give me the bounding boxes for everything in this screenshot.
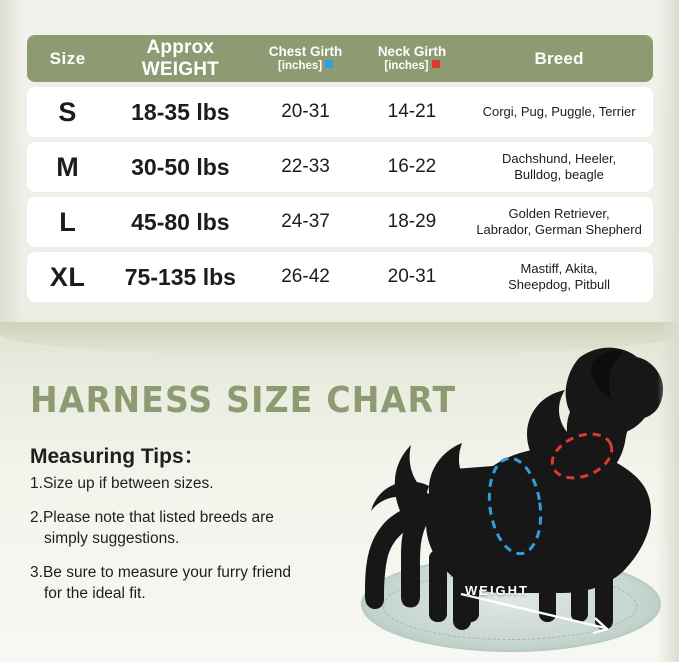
lower-panel bbox=[0, 322, 679, 662]
size-chart-table-container bbox=[27, 30, 653, 307]
cell-breed-line1: Golden Retriever, bbox=[508, 205, 610, 221]
dog-illustration bbox=[343, 336, 673, 656]
cell-chest: 26-42 bbox=[252, 252, 358, 302]
cell-breed-line2: Bulldog, beagle bbox=[514, 167, 604, 182]
list-item bbox=[30, 563, 330, 605]
cell-size: M bbox=[27, 142, 108, 192]
table-row bbox=[27, 87, 653, 137]
header-chest-girth-label: Chest Girth bbox=[268, 43, 343, 59]
tip-text-line2: for the ideal fit. bbox=[44, 584, 146, 602]
header-breed: Breed bbox=[465, 35, 653, 82]
cell-weight: 18-35 lbs bbox=[108, 87, 252, 137]
cell-neck: 16-22 bbox=[359, 142, 465, 192]
cell-chest: 24-37 bbox=[252, 197, 358, 247]
table-header-row bbox=[27, 35, 653, 82]
cell-breed-line1: Mastiff, Akita, bbox=[520, 260, 598, 276]
cell-breed bbox=[465, 197, 653, 247]
header-neck-girth-label: Neck Girth bbox=[377, 43, 447, 59]
header-neck-girth bbox=[359, 35, 465, 82]
tip-text-line2: simply suggestions. bbox=[44, 529, 180, 547]
table-row bbox=[27, 252, 653, 302]
platform-weight-label: WEIGHT bbox=[465, 583, 529, 598]
header-chest-girth-unit-line bbox=[252, 60, 358, 73]
table-row bbox=[27, 197, 653, 247]
cell-breed bbox=[465, 142, 653, 192]
header-chest-girth bbox=[252, 35, 358, 82]
cell-breed-line2: Sheepdog, Pitbull bbox=[508, 277, 611, 292]
header-weight: Approx WEIGHT bbox=[108, 35, 252, 82]
cell-chest: 22-33 bbox=[252, 142, 358, 192]
tip-number: 2. bbox=[30, 508, 43, 526]
tip-text-line1: Please note that listed breeds are bbox=[42, 508, 274, 526]
chest-marker-swatch-icon bbox=[325, 60, 333, 68]
page-title: HARNESS SIZE CHART bbox=[30, 380, 457, 421]
size-chart-table bbox=[27, 30, 653, 307]
cell-breed: Corgi, Pug, Puggle, Terrier bbox=[465, 87, 653, 137]
cell-weight: 75-135 lbs bbox=[108, 252, 252, 302]
list-item bbox=[30, 508, 330, 550]
cell-breed bbox=[465, 252, 653, 302]
header-chest-girth-unit: [inches] bbox=[278, 60, 323, 73]
cell-neck: 18-29 bbox=[359, 197, 465, 247]
list-item bbox=[30, 474, 330, 495]
header-neck-girth-unit: [inches] bbox=[384, 60, 429, 73]
cell-chest: 20-31 bbox=[252, 87, 358, 137]
tip-number: 1. bbox=[30, 475, 43, 492]
neck-marker-swatch-icon bbox=[432, 60, 440, 68]
cell-neck: 14-21 bbox=[359, 87, 465, 137]
measuring-tips-title: Measuring Tips： bbox=[30, 445, 205, 468]
cell-neck: 20-31 bbox=[359, 252, 465, 302]
tip-text: Size up if between sizes. bbox=[42, 475, 214, 492]
cell-weight: 45-80 lbs bbox=[108, 197, 252, 247]
table-body bbox=[27, 87, 653, 302]
tip-text-line1: Be sure to measure your furry friend bbox=[42, 563, 292, 581]
tip-number: 3. bbox=[30, 563, 43, 581]
cell-size: XL bbox=[27, 252, 108, 302]
cell-breed-line1: Dachshund, Heeler, bbox=[501, 150, 617, 166]
cell-size: L bbox=[27, 197, 108, 247]
dog-figure-svg bbox=[343, 336, 673, 656]
table-header bbox=[27, 35, 653, 82]
cell-size: S bbox=[27, 87, 108, 137]
header-neck-girth-unit-line bbox=[359, 60, 465, 73]
cell-breed-line2: Labrador, German Shepherd bbox=[476, 222, 642, 237]
table-row bbox=[27, 142, 653, 192]
header-size: Size bbox=[27, 35, 108, 82]
measuring-tips-list bbox=[30, 474, 330, 618]
cell-weight: 30-50 lbs bbox=[108, 142, 252, 192]
